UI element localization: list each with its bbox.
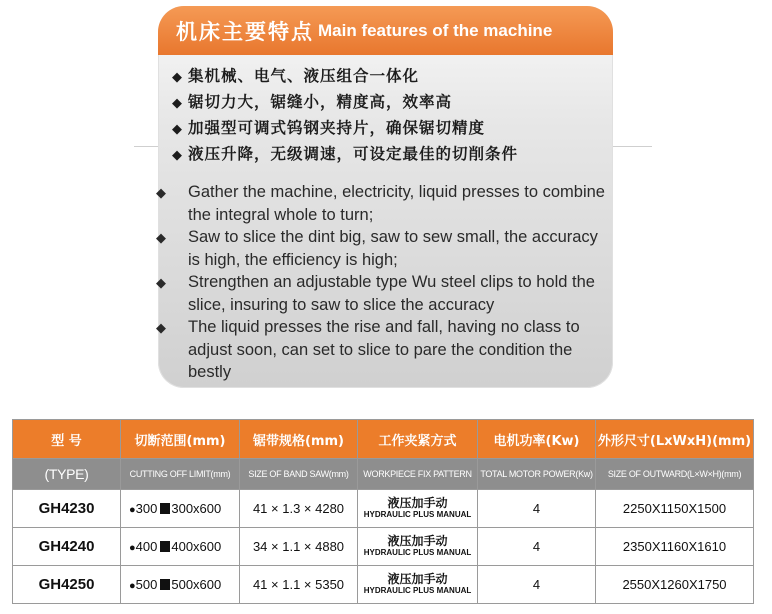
table-row xyxy=(13,566,754,604)
diamond-bullet-icon: ◆ xyxy=(156,185,166,200)
col-subheader-band: SIZE OF BAND SAW(mm) xyxy=(240,459,358,490)
table-header-row-en xyxy=(13,459,754,490)
circle-icon: ● xyxy=(129,580,136,592)
feature-item-en: ◆ Strengthen an adjustable type Wu steel clips to hold the slice, insuring to saw to slice the accuracy xyxy=(156,273,595,314)
motor-power-cell: 4 xyxy=(478,528,596,566)
diamond-bullet-icon: ◆ xyxy=(156,230,166,245)
cutting-limit-cell: ●400 400x600 xyxy=(121,528,240,566)
motor-power-cell: 4 xyxy=(478,566,596,604)
col-subheader-cutting: CUTTING OFF LIMIT(mm) xyxy=(121,459,240,490)
feature-item-zh: ◆ 锯切力大，锯缝小，精度高，效率高 xyxy=(172,90,602,116)
col-subheader-fix: WORKPIECE FIX PATTERN xyxy=(358,459,478,490)
features-list-zh xyxy=(172,64,602,168)
spec-table xyxy=(12,419,754,604)
circle-icon: ● xyxy=(129,542,136,554)
col-header-fix: 工作夹紧方式 xyxy=(358,420,478,459)
features-title-zh: 机床主要特点 xyxy=(176,19,314,44)
col-subheader-type: (TYPE) xyxy=(13,459,121,490)
col-header-size: 外形尺寸(LxWxH)(mm) xyxy=(596,420,754,459)
feature-item-en: ◆ Gather the machine, electricity, liquid presses to combine the integral whole to turn; xyxy=(156,183,605,224)
outward-size-cell: 2550X1260X1750 xyxy=(596,566,754,604)
diamond-bullet-icon: ◆ xyxy=(172,70,183,85)
diamond-bullet-icon: ◆ xyxy=(172,96,183,111)
band-size-cell: 34 × 1.1 × 4880 xyxy=(240,528,358,566)
features-title-en: Main features of the machine xyxy=(318,20,553,40)
square-icon xyxy=(160,503,170,514)
band-size-cell: 41 × 1.1 × 5350 xyxy=(240,566,358,604)
model-cell: GH4240 xyxy=(13,528,121,566)
cutting-limit-cell: ●300 300x600 xyxy=(121,490,240,528)
diamond-bullet-icon: ◆ xyxy=(156,275,166,290)
square-icon xyxy=(160,541,170,552)
col-header-band: 锯带规格(mm) xyxy=(240,420,358,459)
table-row xyxy=(13,490,754,528)
feature-item-en: ◆ Saw to slice the dint big, saw to sew small, the accuracy is high, the efficiency is high; xyxy=(156,228,598,269)
circle-icon: ● xyxy=(129,504,136,516)
features-card xyxy=(158,6,613,388)
table-row xyxy=(13,528,754,566)
col-header-cutting: 切断范围(mm) xyxy=(121,420,240,459)
fix-pattern-cell: 液压加手动 HYDRAULIC PLUS MANUAL xyxy=(358,490,478,528)
features-list-en xyxy=(156,181,608,383)
feature-item-en: ◆ The liquid presses the rise and fall, having no class to adjust soon, can set to slice to pare the condition the bestly xyxy=(156,318,580,381)
features-header xyxy=(158,6,613,55)
col-header-type: 型 号 xyxy=(13,420,121,459)
col-subheader-power: TOTAL MOTOR POWER(Kw) xyxy=(478,459,596,490)
table-header-row-zh xyxy=(13,420,754,459)
model-cell: GH4230 xyxy=(13,490,121,528)
square-icon xyxy=(160,579,170,590)
diamond-bullet-icon: ◆ xyxy=(156,320,166,335)
cutting-limit-cell: ●500 500x600 xyxy=(121,566,240,604)
col-subheader-size: SIZE OF OUTWARD(L×W×H)(mm) xyxy=(596,459,754,490)
outward-size-cell: 2350X1160X1610 xyxy=(596,528,754,566)
feature-item-zh: ◆ 加强型可调式钨钢夹持片，确保锯切精度 xyxy=(172,116,602,142)
diamond-bullet-icon: ◆ xyxy=(172,122,183,137)
decorative-rule-right xyxy=(612,146,652,147)
motor-power-cell: 4 xyxy=(478,490,596,528)
fix-pattern-cell: 液压加手动 HYDRAULIC PLUS MANUAL xyxy=(358,528,478,566)
outward-size-cell: 2250X1150X1500 xyxy=(596,490,754,528)
fix-pattern-cell: 液压加手动 HYDRAULIC PLUS MANUAL xyxy=(358,566,478,604)
feature-item-zh: ◆ 液压升降，无级调速，可设定最佳的切削条件 xyxy=(172,142,602,168)
model-cell: GH4250 xyxy=(13,566,121,604)
band-size-cell: 41 × 1.3 × 4280 xyxy=(240,490,358,528)
feature-item-zh: ◆ 集机械、电气、液压组合一体化 xyxy=(172,64,602,90)
diamond-bullet-icon: ◆ xyxy=(172,148,183,163)
col-header-power: 电机功率(Kw) xyxy=(478,420,596,459)
